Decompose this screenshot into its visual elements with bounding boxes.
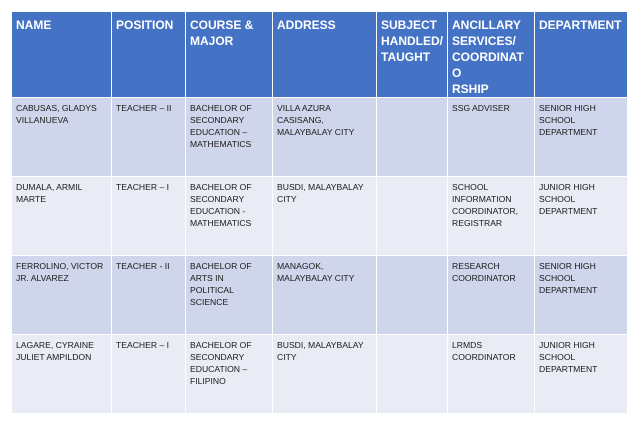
cell-ancillary: RESEARCH COORDINATOR <box>448 256 534 334</box>
table-row <box>12 98 627 176</box>
header-position: POSITION <box>112 12 185 97</box>
cell-department: SENIOR HIGH SCHOOL DEPARTMENT <box>535 98 627 176</box>
cell-address: BUSDI, MALAYBALAY CITY <box>273 177 376 255</box>
cell-position: TEACHER – I <box>112 335 185 413</box>
cell-course: BACHELOR OF SECONDARY EDUCATION – FILIPINO <box>186 335 272 413</box>
cell-position: TEACHER - II <box>112 256 185 334</box>
cell-name: FERROLINO, VICTOR JR. ALVAREZ <box>12 256 111 334</box>
cell-name: LAGARE, CYRAINE JULIET AMPILDON <box>12 335 111 413</box>
cell-course: BACHELOR OF SECONDARY EDUCATION – MATHEMATICS <box>186 98 272 176</box>
cell-subject <box>377 335 447 413</box>
cell-subject <box>377 98 447 176</box>
cell-name: DUMALA, ARMIL MARTE <box>12 177 111 255</box>
cell-address: BUSDI, MALAYBALAY CITY <box>273 335 376 413</box>
table-row <box>12 256 627 334</box>
cell-name: CABUSAS, GLADYS VILLANUEVA <box>12 98 111 176</box>
faculty-table <box>11 11 628 414</box>
cell-ancillary: LRMDS COORDINATOR <box>448 335 534 413</box>
cell-department: JUNIOR HIGH SCHOOL DEPARTMENT <box>535 177 627 255</box>
header-department: DEPARTMENT <box>535 12 627 97</box>
cell-course: BACHELOR OF ARTS IN POLITICAL SCIENCE <box>186 256 272 334</box>
header-subject-handled: SUBJECT HANDLED/ TAUGHT <box>377 12 447 97</box>
table-row <box>12 335 627 413</box>
cell-address: VILLA AZURA CASISANG, MALAYBALAY CITY <box>273 98 376 176</box>
table-row <box>12 177 627 255</box>
cell-subject <box>377 256 447 334</box>
cell-department: SENIOR HIGH SCHOOL DEPARTMENT <box>535 256 627 334</box>
cell-address: MANAGOK, MALAYBALAY CITY <box>273 256 376 334</box>
header-ancillary-services: ANCILLARY SERVICES/ COORDINATO RSHIP <box>448 12 534 97</box>
cell-ancillary: SSG ADVISER <box>448 98 534 176</box>
header-course-major: COURSE & MAJOR <box>186 12 272 97</box>
header-address: ADDRESS <box>273 12 376 97</box>
cell-course: BACHELOR OF SECONDARY EDUCATION - MATHEMATICS <box>186 177 272 255</box>
cell-ancillary: SCHOOL INFORMATION COORDINATOR, REGISTRAR <box>448 177 534 255</box>
cell-position: TEACHER – II <box>112 98 185 176</box>
cell-position: TEACHER – I <box>112 177 185 255</box>
cell-department: JUNIOR HIGH SCHOOL DEPARTMENT <box>535 335 627 413</box>
cell-subject <box>377 177 447 255</box>
header-name: NAME <box>12 12 111 97</box>
header-row <box>12 12 627 97</box>
